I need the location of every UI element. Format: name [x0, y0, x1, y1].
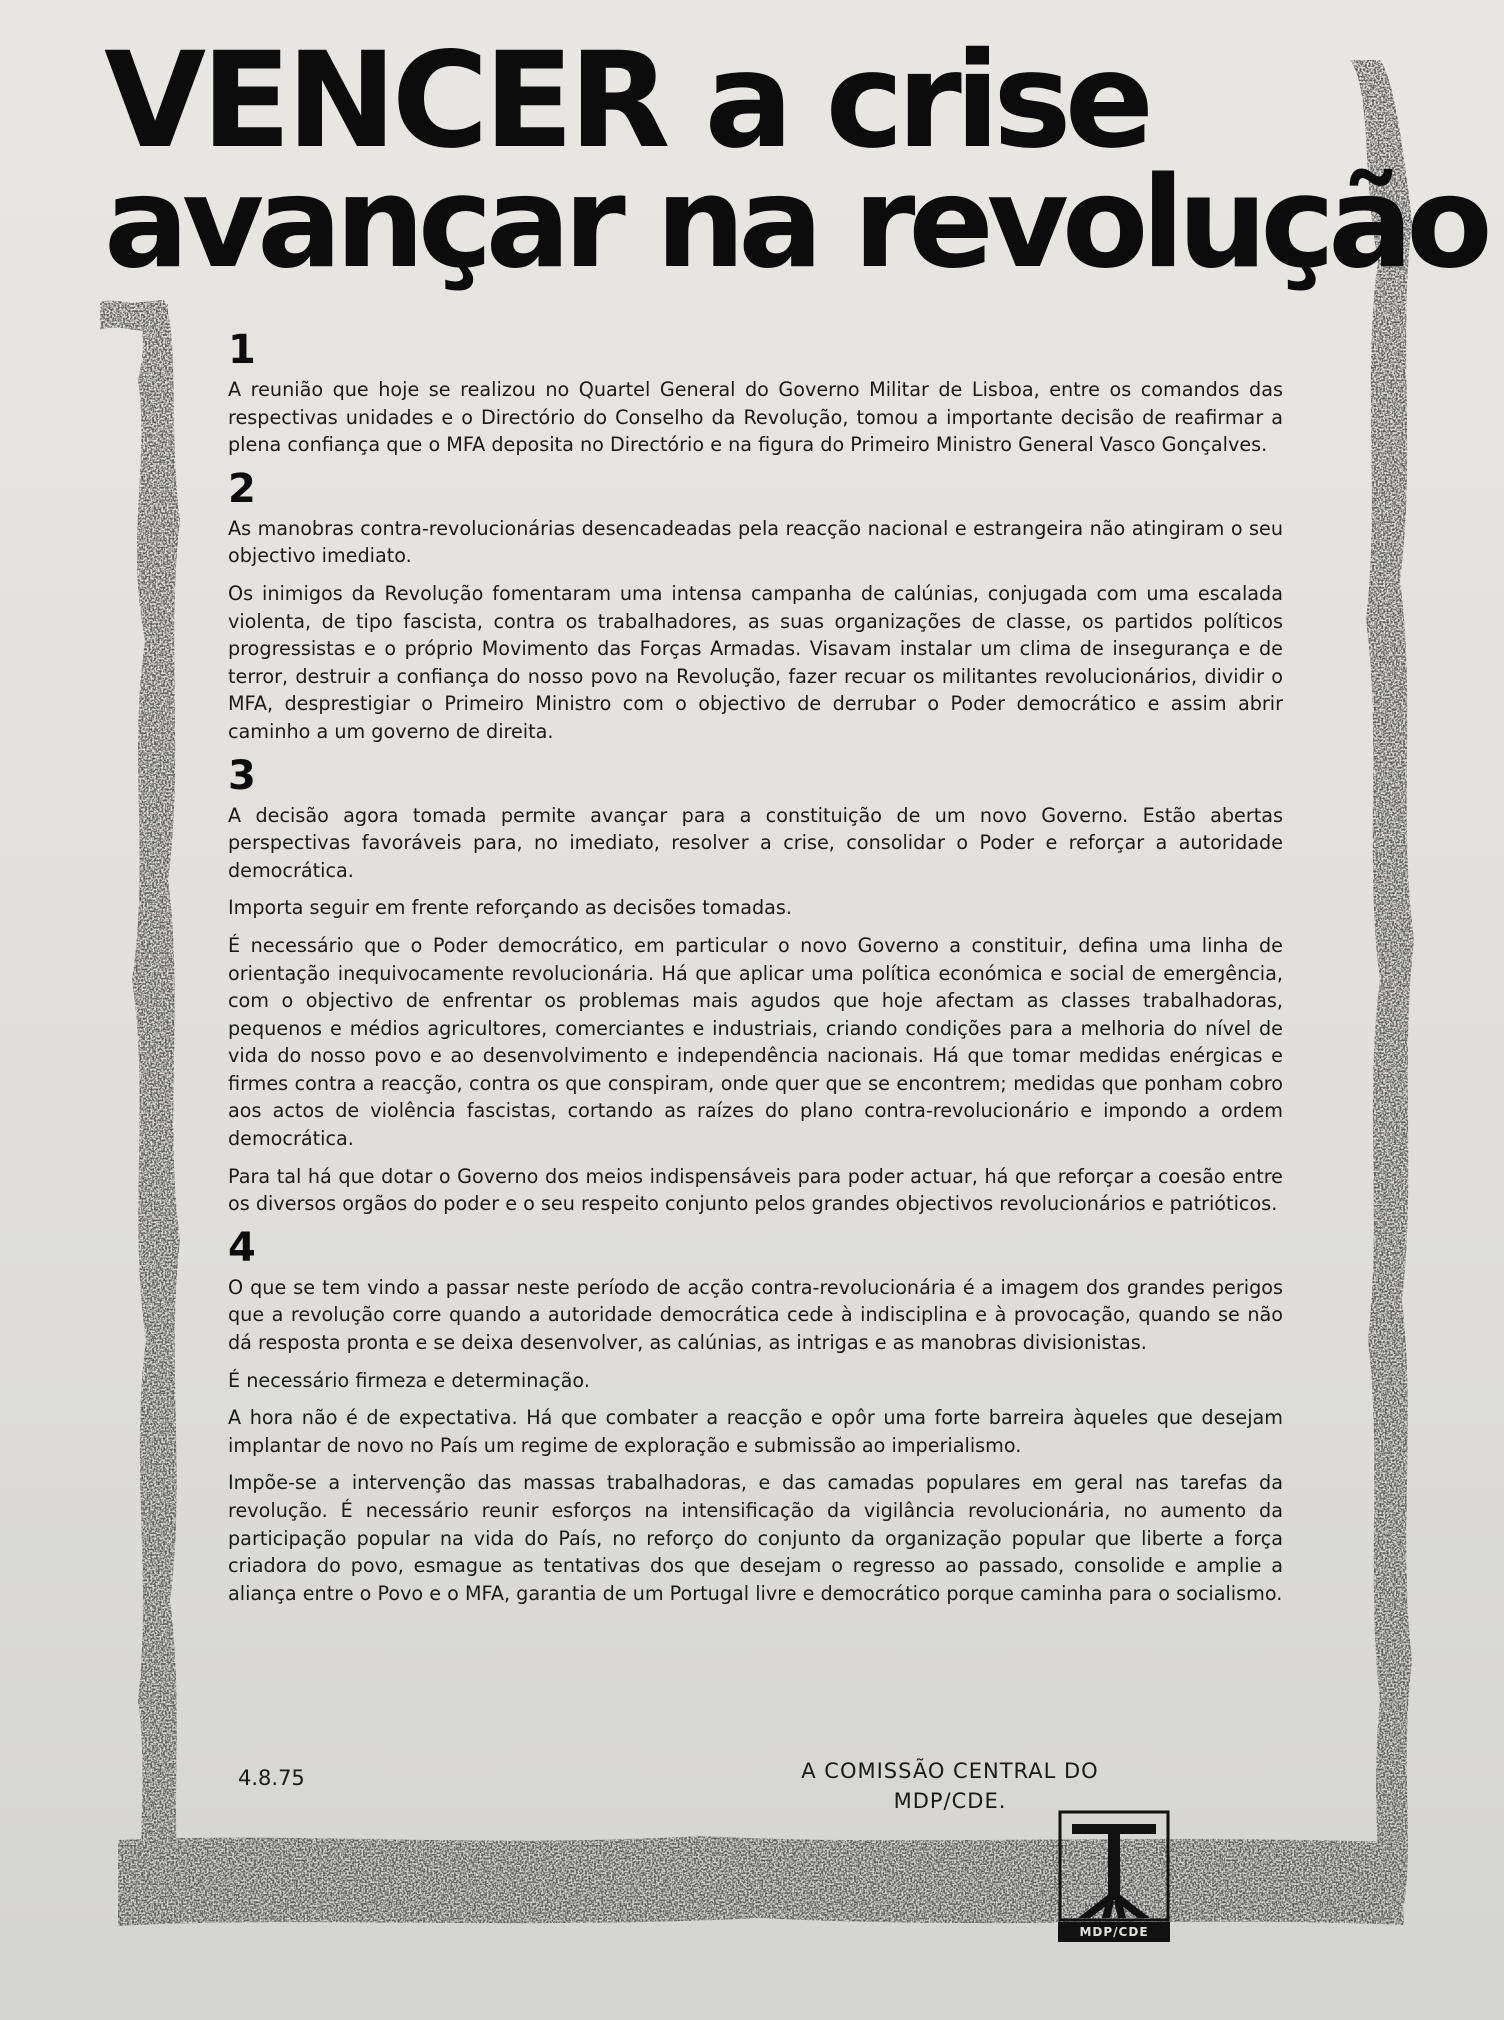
paragraph: Os inimigos da Revolução fomentaram uma intensa campanha de calúnias, conjugada com uma escalada violenta, de tipo fascista, contra os trabalhadores, as suas organizações de classe, os partidos políticos progressistas e o próprio Movimento das Forças Armadas. Visavam instalar um clima de insegurança e de terror, destruir a confiança do nosso povo na Revolução, fazer recuar os militantes revolucionários, dividir o MFA, desprestigiar o Primeiro Ministro com o objectivo de derrubar o Poder democrático e assim abrir caminho a um governo de direita. [228, 581, 1283, 743]
headline-line-1-rest: a crise [665, 24, 1148, 178]
paragraph: A hora não é de expectativa. Há que combater a reacção e opôr uma forte barreira àqueles que desejam implantar de novo no País um regime de exploração e submissão ao imperialismo. [228, 1406, 1283, 1457]
headline [104, 24, 1486, 296]
paragraph: A reunião que hoje se realizou no Quartel General do Governo Militar de Lisboa, entre os comandos das respectivas unidades e o Directório do Conselho da Revolução, tomou a importante decisão de reafirmar a plena confiança que o MFA deposita no Directório e na figura do Primeiro Ministro General Vasco Gonçalves. [228, 378, 1283, 457]
section-number: 3 [228, 752, 256, 799]
paragraph: É necessário firmeza e determinação. [228, 1368, 590, 1392]
footer-signature [740, 1756, 1160, 1816]
section-4 [228, 1224, 1283, 1608]
logo-symbol-icon [1058, 1810, 1170, 1922]
paragraph: Impõe-se a intervenção das massas trabalhadoras, e das camadas populares em geral nas tarefas da revolução. É necessário reunir esforços na intensificação da vigilância revolucionária, no aumento da participação popular na vida do País, no reforço do conjunto da organização popular que liberte a força criadora do povo, esmague as tentativas dos que desejam o regresso ao passado, consolide e amplie a aliança entre o Povo e o MFA, garantia de um Portugal livre e democrático porque caminha para o socialismo. [228, 1471, 1283, 1605]
headline-line-2: avançar na revolução [104, 149, 1486, 296]
section-3 [228, 752, 1283, 1218]
paragraph: As manobras contra-revolucionárias desencadeadas pela reacção nacional e estrangeira não atingiram o seu objectivo imediato. [228, 516, 1283, 568]
headline-line-1 [104, 24, 1404, 178]
paragraph: É necessário que o Poder democrático, em particular o novo Governo a constituir, defina uma linha de orientação inequivocamente revolucionária. Há que aplicar uma política económica e social de emergência, com o objectivo de enfrentar os problemas mais agudos que hoje afectam as classes trabalhadoras, pequenos e médios agricultores, comerciantes e industriais, criando condições para a melhoria do nível de vida do nosso povo e ao desenvolvimento e independência nacionais. Há que tomar medidas enérgicas e firmes contra a reacção, contra os que conspiram, onde quer que se encontrem; medidas que ponham cobro aos actos de violência fascistas, cortando as raízes do plano contra-revolucionário e impondo a ordem democrática. [228, 933, 1283, 1151]
section-number: 1 [228, 327, 256, 373]
paragraph: Para tal há que dotar o Governo dos meios indispensáveis para poder actuar, há que reforçar a coesão entre os diversos orgãos do poder e o seu respeito conjunto pelos grandes objectivos revolucionários e patrióticos. [228, 1164, 1283, 1216]
footer-date: 4.8.75 [238, 1766, 305, 1790]
manifesto-body [228, 327, 1283, 1617]
section-number: 4 [228, 1224, 256, 1271]
section-2 [228, 465, 1283, 746]
paragraph: O que se tem vindo a passar neste período de acção contra-revolucionária é a imagem dos grandes perigos que a revolução corre quando a autoridade democrática cede à indisciplina e à provocação, quando se não dá resposta pronta e se deixa desenvolver, as calúnias, as intrigas e as manobras divisionistas. [228, 1275, 1283, 1355]
signature-line-1: A COMISSÃO CENTRAL DO [801, 1759, 1099, 1783]
signature-line-2: MDP/CDE. [893, 1789, 1007, 1813]
logo-label: MDP/CDE [1058, 1922, 1170, 1942]
paragraph: Importa seguir em frente reforçando as decisões tomadas. [228, 896, 793, 920]
section-1 [228, 327, 1283, 459]
paragraph: A decisão agora tomada permite avançar para a constituição de um novo Governo. Estão abertas perspectivas favoráveis para, no imediato, resolver a crise, consolidar o Poder e reforçar a autoridade democrática. [228, 803, 1283, 882]
headline-bold-word: VENCER [104, 24, 666, 178]
section-number: 2 [228, 465, 256, 512]
mdp-cde-logo-icon [1058, 1810, 1170, 1942]
